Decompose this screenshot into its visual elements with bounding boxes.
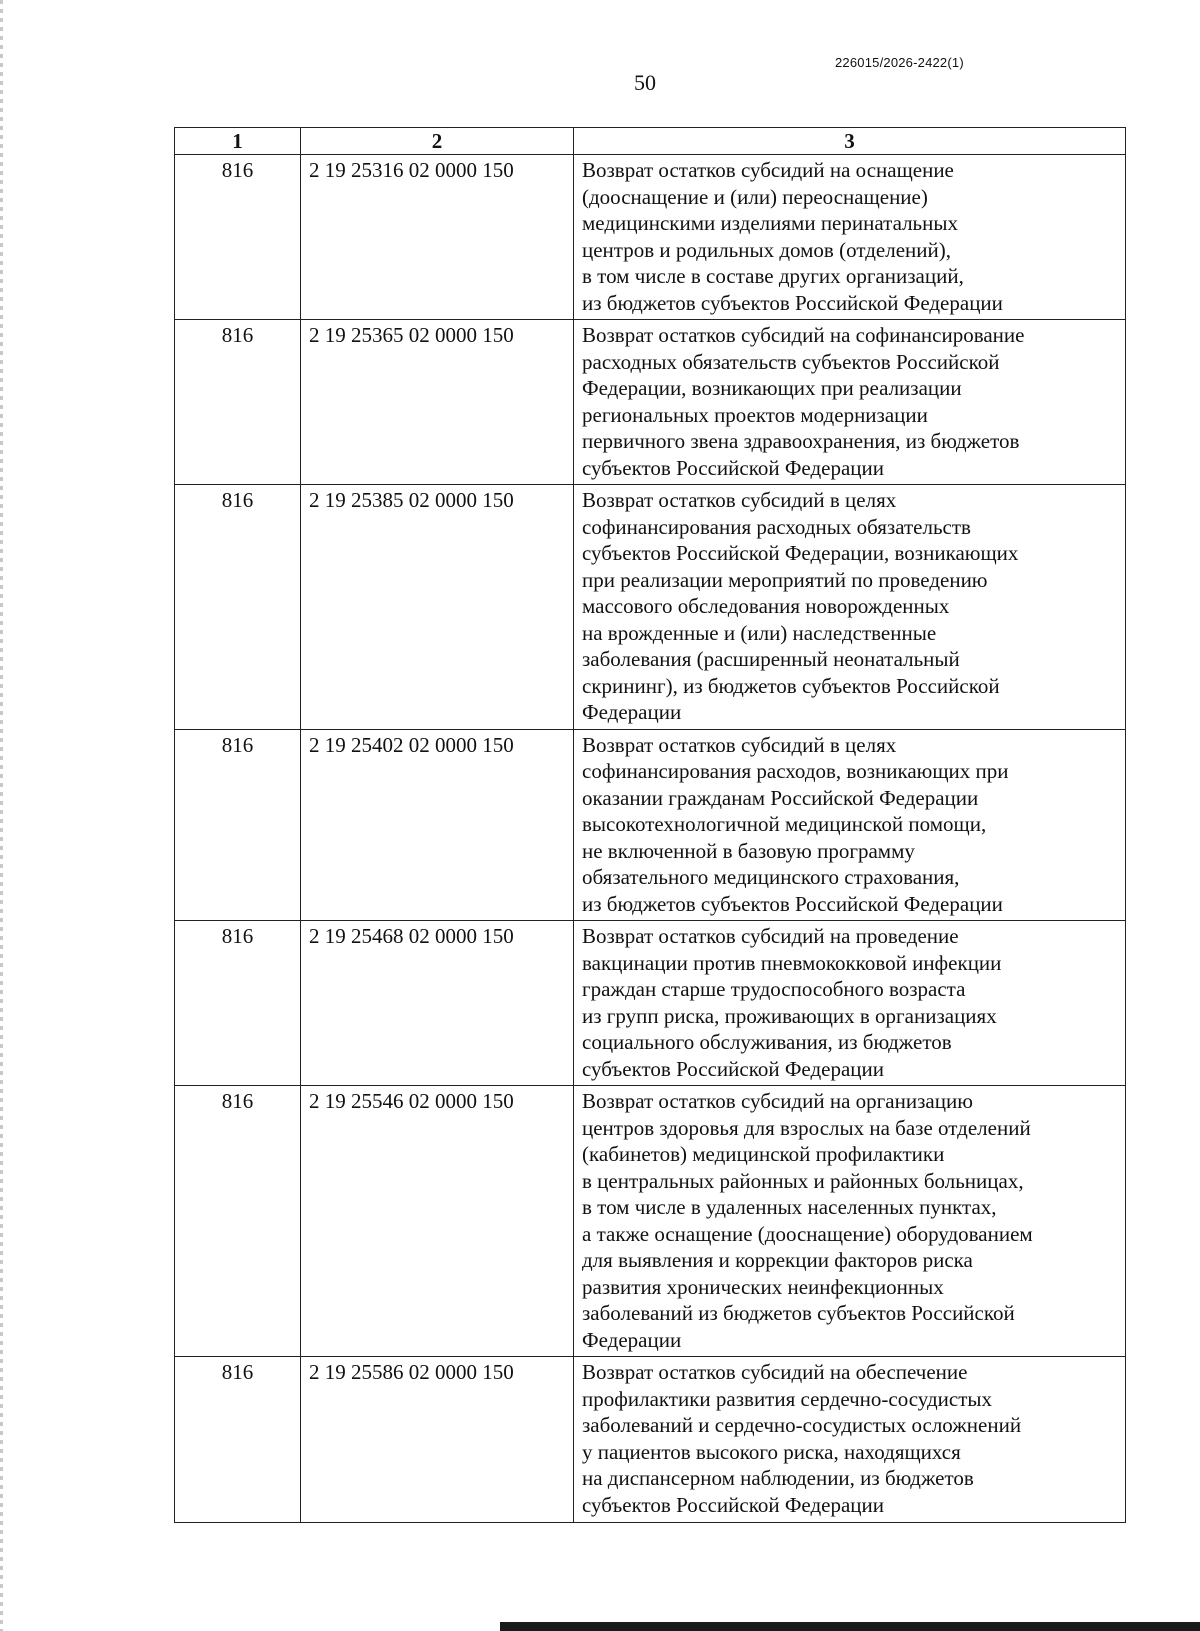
- description-cell: [574, 320, 1126, 485]
- description-line: оказании гражданам Российской Федерации: [582, 785, 979, 810]
- table-row: [175, 1357, 1126, 1523]
- description-cell: [574, 1086, 1126, 1357]
- description-line: массового обследования новорожденных: [582, 594, 950, 618]
- chapter-code-cell: 816: [175, 921, 301, 1086]
- description-line: софинансирования расходов, возникающих при: [582, 759, 1009, 783]
- description-line: софинансирования расходных обязательств: [582, 514, 971, 539]
- description-cell: [574, 485, 1126, 730]
- description-cell: [574, 155, 1126, 320]
- description-line: для выявления и коррекции факторов риска: [582, 1248, 973, 1272]
- description-line: на диспансерном наблюдении, из бюджетов: [582, 1466, 974, 1490]
- description-cell: [574, 921, 1126, 1086]
- description-line: центров и родильных домов (отделений),: [582, 237, 951, 262]
- column-header-2: 2: [301, 128, 574, 155]
- budget-classification-code-cell: 2 19 25385 02 0000 150: [301, 485, 574, 730]
- description-line: Возврат остатков субсидий в целях: [582, 488, 897, 512]
- description-line: вакцинации против пневмококковой инфекции: [582, 950, 1002, 975]
- table-row: [175, 485, 1126, 730]
- description-line: субъектов Российской Федерации, возникающих: [582, 541, 1019, 565]
- description-line: при реализации мероприятий по проведению: [582, 567, 988, 592]
- budget-classification-code-cell: 2 19 25316 02 0000 150: [301, 155, 574, 320]
- table-row: [175, 1086, 1126, 1357]
- budget-classification-code-cell: 2 19 25365 02 0000 150: [301, 320, 574, 485]
- column-header-3: 3: [574, 128, 1126, 155]
- column-header-1: 1: [175, 128, 301, 155]
- budget-classification-code-cell: 2 19 25468 02 0000 150: [301, 921, 574, 1086]
- description-line: (кабинетов) медицинской профилактики: [582, 1142, 945, 1166]
- chapter-code-cell: 816: [175, 320, 301, 485]
- description-cell: [574, 1357, 1126, 1523]
- description-line: региональных проектов модернизации: [582, 402, 928, 427]
- budget-classification-code-cell: 2 19 25546 02 0000 150: [301, 1086, 574, 1357]
- chapter-code-cell: 816: [175, 729, 301, 921]
- table-header-row: [175, 128, 1126, 155]
- description-cell: [574, 729, 1126, 921]
- description-line: в центральных районных и районных больницах,: [582, 1168, 1024, 1193]
- description-line: в том числе в удаленных населенных пунктах,: [582, 1195, 997, 1219]
- table-row: [175, 729, 1126, 921]
- page-number: 50: [634, 70, 656, 95]
- table-row: [175, 320, 1126, 485]
- description-line: скрининг), из бюджетов субъектов Российской: [582, 673, 1000, 698]
- description-line: центров здоровья для взрослых на базе отделений: [582, 1115, 1031, 1140]
- description-line: расходных обязательств субъектов Российской: [582, 349, 1000, 374]
- description-line: Возврат остатков субсидий на обеспечение: [582, 1360, 968, 1384]
- description-line: (дооснащение и (или) переоснащение): [582, 184, 928, 209]
- description-line: медицинскими изделиями перинатальных: [582, 211, 958, 235]
- scan-edge-marks: [0, 0, 3, 1631]
- description-line: из групп риска, проживающих в организациях: [582, 1003, 997, 1028]
- description-line: на врожденные и (или) наследственные: [582, 620, 937, 645]
- chapter-code-cell: 816: [175, 1357, 301, 1523]
- budget-classification-code-cell: 2 19 25586 02 0000 150: [301, 1357, 574, 1523]
- description-line: а также оснащение (дооснащение) оборудованием: [582, 1221, 1033, 1246]
- description-line: граждан старше трудоспособного возраста: [582, 977, 966, 1001]
- description-line: у пациентов высокого риска, находящихся: [582, 1439, 961, 1464]
- description-line: Федерации: [582, 700, 682, 724]
- table-row: [175, 155, 1126, 320]
- description-line: обязательного медицинского страхования,: [582, 865, 960, 889]
- description-line: Возврат остатков субсидий на организацию: [582, 1089, 973, 1113]
- description-line: первичного звена здравоохранения, из бюджетов: [582, 429, 1020, 453]
- description-line: в том числе в составе других организаций,: [582, 264, 964, 288]
- description-line: субъектов Российской Федерации: [582, 455, 885, 480]
- description-line: развития хронических неинфекционных: [582, 1274, 944, 1299]
- description-line: Возврат остатков субсидий в целях: [582, 732, 897, 757]
- budget-codes-table: [174, 127, 1126, 1523]
- budget-classification-code-cell: 2 19 25402 02 0000 150: [301, 729, 574, 921]
- description-line: из бюджетов субъектов Российской Федерации: [582, 290, 1003, 315]
- chapter-code-cell: 816: [175, 485, 301, 730]
- description-line: Возврат остатков субсидий на оснащение: [582, 158, 954, 182]
- description-line: Возврат остатков субсидий на софинансирование: [582, 323, 1025, 347]
- chapter-code-cell: 816: [175, 155, 301, 320]
- table-row: [175, 921, 1126, 1086]
- scan-bottom-edge: [500, 1622, 1200, 1631]
- description-line: заболеваний и сердечно-сосудистых осложнений: [582, 1413, 1022, 1437]
- description-line: не включенной в базовую программу: [582, 838, 915, 863]
- description-line: из бюджетов субъектов Российской Федерации: [582, 891, 1003, 916]
- description-line: заболеваний из бюджетов субъектов Российской: [582, 1301, 1015, 1325]
- chapter-code-cell: 816: [175, 1086, 301, 1357]
- description-line: заболевания (расширенный неонатальный: [582, 647, 960, 671]
- description-line: социального обслуживания, из бюджетов: [582, 1030, 952, 1054]
- description-line: Возврат остатков субсидий на проведение: [582, 924, 959, 948]
- description-line: субъектов Российской Федерации: [582, 1492, 885, 1517]
- description-line: Федерации, возникающих при реализации: [582, 376, 962, 400]
- description-line: Федерации: [582, 1327, 682, 1352]
- table-body: [175, 155, 1126, 1523]
- description-line: субъектов Российской Федерации: [582, 1056, 885, 1081]
- description-line: высокотехнологичной медицинской помощи,: [582, 812, 987, 836]
- description-line: профилактики развития сердечно-сосудистых: [582, 1386, 993, 1411]
- document-code: 226015/2026-2422(1): [835, 55, 964, 70]
